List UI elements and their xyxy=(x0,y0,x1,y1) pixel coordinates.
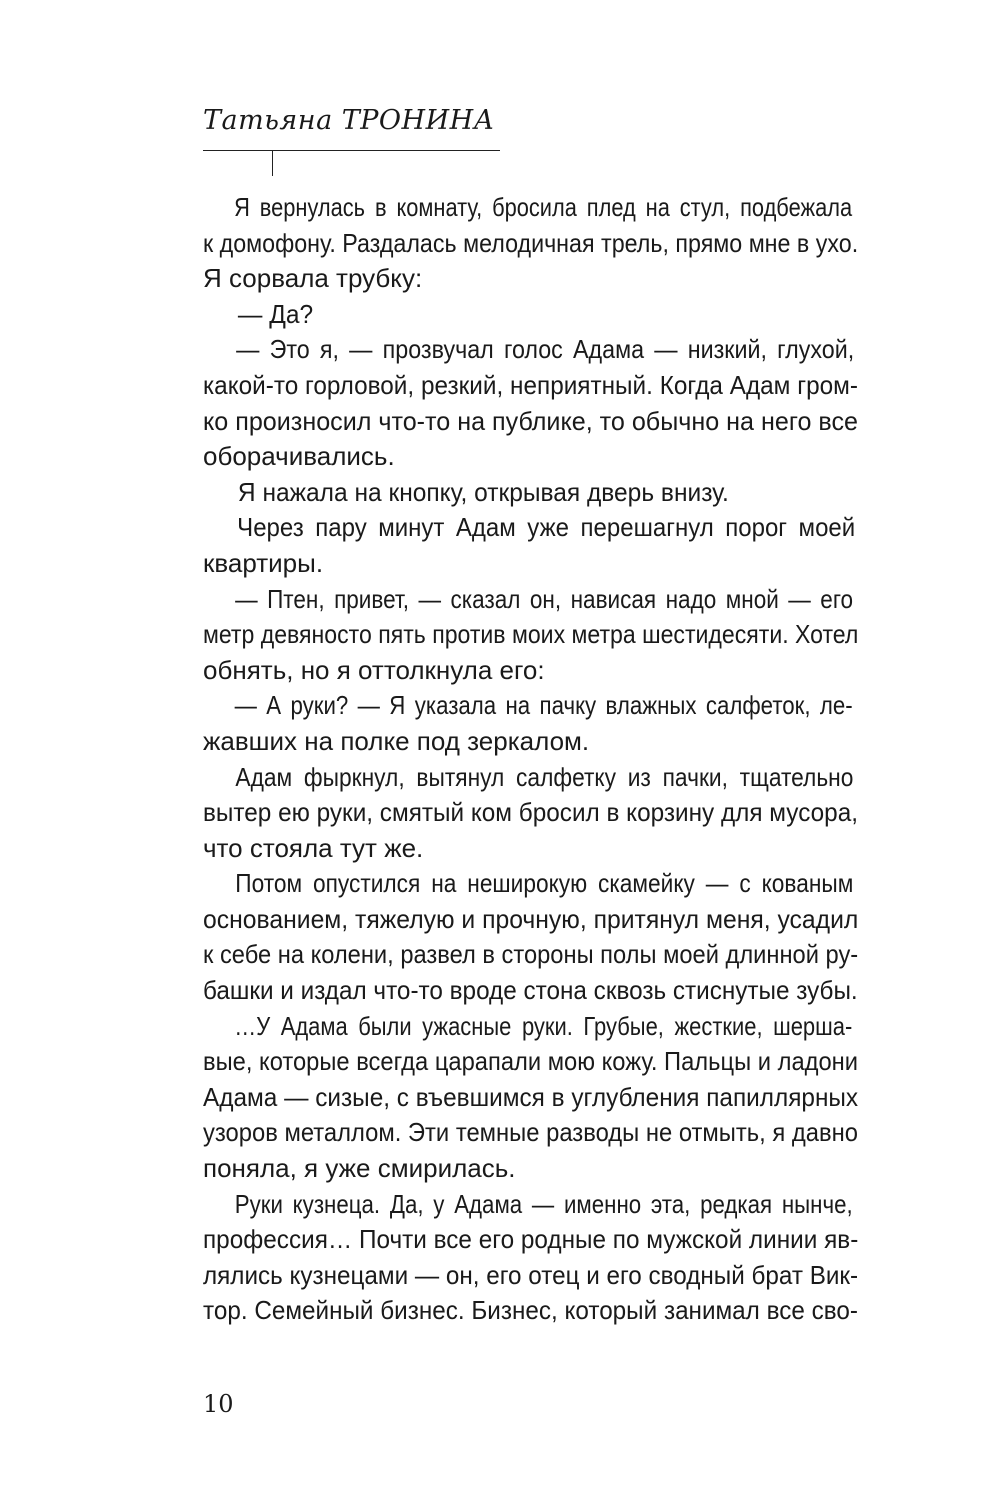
text-line: Руки кузнеца. Да, у Адама — именно эта, редкая нынче, xyxy=(234,1188,853,1219)
running-head: Татьяна ТРОНИНА xyxy=(203,105,495,136)
text-line: Я сорвала трубку: xyxy=(203,263,423,294)
body-text xyxy=(203,190,858,1329)
text-line: какой-то горловой, резкий, неприятный. Когда Адам гром- xyxy=(203,369,858,400)
text-line: вытер ею руки, смятый ком бросил в корзину для мусора, xyxy=(203,797,858,828)
text-line: основанием, тяжелую и прочную, притянул меня, усадил xyxy=(203,903,859,934)
text-line: жавших на полке под зеркалом. xyxy=(203,725,590,756)
text-line: Я нажала на кнопку, открывая дверь внизу. xyxy=(237,476,729,507)
text-line: к себе на колени, развел в стороны полы моей длинной ру- xyxy=(203,939,859,970)
text-line: Адама — сизые, с въевшимся в углубления папиллярных xyxy=(203,1081,859,1112)
text-line: — Это я, — прозвучал голос Адама — низкий, глухой, xyxy=(236,334,855,365)
text-line: Через пару минут Адам уже перешагнул порог моей xyxy=(237,512,856,543)
text-line: башки и издал что-то вроде стона сквозь стиснутые зубы. xyxy=(203,975,858,1006)
text-line: …У Адама были ужасные руки. Грубые, жесткие, шерша- xyxy=(234,1010,853,1041)
text-line: — А руки? — Я указала на пачку влажных салфеток, ле- xyxy=(234,690,853,721)
text-line: — Да? xyxy=(237,298,314,329)
header-rule-tick xyxy=(272,150,273,176)
text-line: поняла, я уже смирилась. xyxy=(203,1153,516,1184)
text-line: Адам фыркнул, вытянул салфетку из пачки, тщательно xyxy=(235,761,854,792)
text-line: к домофону. Раздалась мелодичная трель, прямо мне в ухо. xyxy=(203,227,859,258)
text-line: ко произносил что-то на публике, то обычно на него все xyxy=(203,405,859,436)
text-line: лялись кузнецами — он, его отец и его сводный брат Вик- xyxy=(203,1259,859,1290)
text-line: обнять, но я оттолкнула его: xyxy=(203,654,545,685)
text-line: — Птен, привет, — сказал он, нависая надо мной — его xyxy=(235,583,854,614)
text-line: Потом опустился на неширокую скамейку — с кованым xyxy=(235,868,854,899)
text-line: метр девяносто пять против моих метра шестидесяти. Хотел xyxy=(203,619,859,650)
text-line: Я вернулась в комнату, бросила плед на стул, подбежала xyxy=(234,192,853,222)
text-line: оборачивались. xyxy=(203,441,395,472)
text-line: профессия… Почти все его родные по мужской линии яв- xyxy=(203,1224,859,1255)
text-line: вые, которые всегда царапали мою кожу. Пальцы и ладони xyxy=(203,1046,859,1077)
text-line: что стояла тут же. xyxy=(203,832,424,863)
page-number: 10 xyxy=(203,1390,234,1418)
text-line: узоров металлом. Эти темные разводы не отмыть, я давно xyxy=(203,1117,858,1148)
text-line: квартиры. xyxy=(203,547,324,578)
header-rule xyxy=(203,150,500,151)
text-line: тор. Семейный бизнес. Бизнес, который занимал все сво- xyxy=(203,1295,858,1326)
